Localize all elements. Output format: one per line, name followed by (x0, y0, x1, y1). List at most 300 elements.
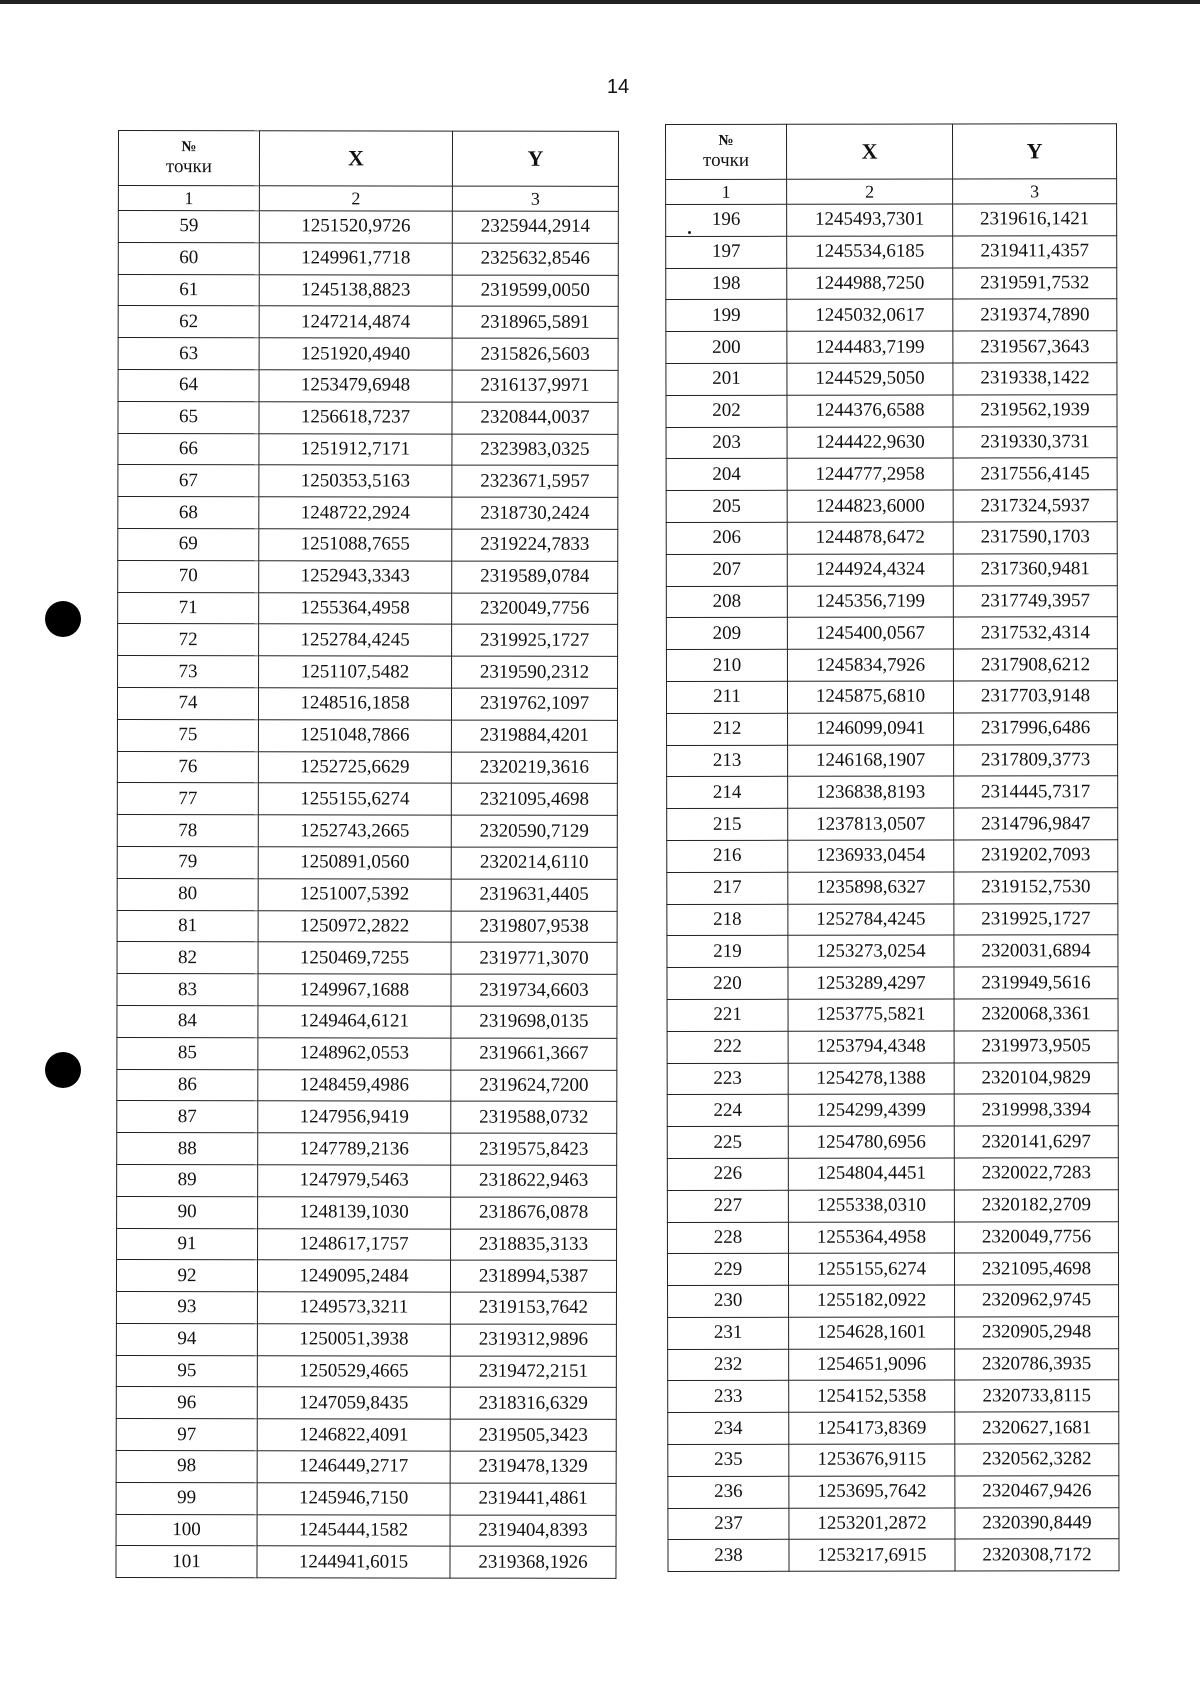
table-body-right (666, 204, 1119, 1572)
table-row (118, 656, 618, 689)
table-row (668, 1476, 1119, 1509)
y-coordinate-cell: 2325944,2914 (452, 211, 618, 243)
x-coordinate-cell: 1245032,0617 (787, 299, 953, 331)
point-number-cell: 211 (666, 681, 787, 713)
y-coordinate-cell: 2319734,6603 (451, 974, 617, 1006)
y-coordinate-cell: 2323983,0325 (452, 434, 618, 466)
x-coordinate-cell: 1254628,1601 (789, 1317, 955, 1349)
x-coordinate-cell: 1253273,0254 (788, 935, 954, 967)
table-row (667, 1126, 1118, 1159)
x-coordinate-cell: 1251107,5482 (259, 656, 452, 688)
point-number-cell: 89 (117, 1164, 258, 1196)
point-number-cell: 66 (118, 433, 259, 465)
point-number-cell: 63 (118, 338, 259, 370)
point-number-cell: 92 (116, 1260, 257, 1292)
y-coordinate-cell: 2319807,9538 (451, 911, 617, 943)
point-number-cell: 229 (667, 1254, 788, 1286)
x-coordinate-cell: 1244376,6588 (787, 395, 953, 427)
x-coordinate-cell: 1253217,6915 (789, 1539, 955, 1571)
table-row (118, 624, 618, 657)
y-coordinate-cell: 2320022,7283 (954, 1158, 1118, 1190)
y-coordinate-cell: 2319590,2312 (452, 656, 618, 688)
x-coordinate-cell: 1246099,0941 (788, 713, 954, 745)
header-point-label: точки (703, 149, 750, 171)
point-number-cell: 69 (118, 528, 259, 560)
y-coordinate-cell: 2318622,9463 (451, 1165, 617, 1197)
point-number-cell: 221 (667, 999, 788, 1031)
table-row (668, 1285, 1119, 1318)
point-number-cell: 96 (116, 1387, 257, 1419)
x-coordinate-cell: 1255155,6274 (258, 783, 451, 815)
table-row (666, 681, 1117, 714)
column-number-row (666, 179, 1117, 205)
header-row (666, 124, 1117, 180)
x-coordinate-cell: 1253794,4348 (788, 1031, 954, 1063)
table-row (667, 1030, 1118, 1063)
y-coordinate-cell: 2314445,7317 (954, 776, 1118, 808)
x-coordinate-cell: 1247956,9419 (258, 1101, 451, 1133)
table-row (117, 687, 617, 720)
y-coordinate-cell: 2320467,9426 (955, 1476, 1119, 1508)
header-point-label: точки (165, 155, 212, 177)
point-number-cell: 91 (117, 1228, 258, 1260)
point-number-cell: 232 (668, 1349, 789, 1381)
point-number-cell: 237 (668, 1508, 789, 1540)
x-coordinate-cell: 1244422,9630 (787, 427, 953, 459)
table-row (118, 592, 618, 625)
y-coordinate-cell: 2320031,6894 (954, 935, 1118, 967)
point-number-cell: 209 (666, 618, 787, 650)
point-number-cell: 235 (668, 1444, 789, 1476)
x-coordinate-cell: 1250469,7255 (258, 942, 451, 974)
y-coordinate-cell: 2318835,3133 (451, 1229, 617, 1261)
y-coordinate-cell: 2314796,9847 (954, 808, 1118, 840)
x-coordinate-cell: 1245444,1582 (257, 1514, 450, 1546)
table-row (118, 338, 618, 371)
x-coordinate-cell: 1244823,6000 (787, 490, 953, 522)
y-coordinate-cell: 2320627,1681 (955, 1412, 1119, 1444)
x-coordinate-cell: 1247214,4874 (259, 306, 452, 338)
x-coordinate-cell: 1245400,0567 (787, 617, 953, 649)
x-coordinate-cell: 1247789,2136 (258, 1133, 451, 1165)
table-row (118, 211, 618, 244)
y-coordinate-cell: 2320962,9745 (955, 1285, 1119, 1317)
y-coordinate-cell: 2319152,7530 (954, 871, 1118, 903)
x-coordinate-cell: 1250891,0560 (258, 847, 451, 879)
x-coordinate-cell: 1247059,8435 (257, 1387, 450, 1419)
x-coordinate-cell: 1246822,4091 (257, 1419, 450, 1451)
x-coordinate-cell: 1253775,5821 (788, 999, 954, 1031)
y-coordinate-cell: 2319616,1421 (953, 204, 1117, 236)
y-coordinate-cell: 2319998,3394 (954, 1094, 1118, 1126)
table-row (667, 840, 1118, 873)
y-coordinate-cell: 2317532,4314 (953, 617, 1117, 649)
point-number-cell: 67 (118, 465, 259, 497)
point-number-cell: 236 (668, 1476, 789, 1508)
y-coordinate-cell: 2319368,1926 (450, 1547, 616, 1579)
x-coordinate-cell: 1252784,4245 (788, 904, 954, 936)
table-row (116, 1451, 616, 1484)
column-number: 3 (953, 179, 1117, 204)
table-row (667, 999, 1118, 1032)
header-number-sign: № (181, 138, 197, 155)
table-row (117, 1196, 617, 1229)
x-coordinate-cell: 1244483,7199 (787, 331, 953, 363)
y-coordinate-cell: 2317360,9481 (953, 553, 1117, 585)
x-coordinate-cell: 1252784,4245 (259, 624, 452, 656)
table-row (667, 1253, 1118, 1286)
y-coordinate-cell: 2319404,8393 (450, 1515, 616, 1547)
table-row (117, 783, 617, 816)
y-coordinate-cell: 2317749,3957 (953, 585, 1117, 617)
x-coordinate-cell: 1244529,5050 (787, 363, 953, 395)
y-coordinate-cell: 2320905,2948 (955, 1317, 1119, 1349)
punch-hole-upper (45, 601, 81, 637)
y-coordinate-cell: 2320844,0037 (452, 402, 618, 434)
point-number-cell: 226 (667, 1158, 788, 1190)
header-x: X (259, 131, 452, 186)
x-coordinate-cell: 1245946,7150 (257, 1483, 450, 1515)
point-number-cell: 86 (117, 1069, 258, 1101)
point-number-cell: 71 (118, 592, 259, 624)
y-coordinate-cell: 2319973,9505 (954, 1030, 1118, 1062)
y-coordinate-cell: 2323671,5957 (452, 465, 618, 497)
table-row (118, 433, 618, 466)
table-row (668, 1412, 1119, 1445)
table-row (667, 967, 1118, 1000)
point-number-cell: 214 (667, 777, 788, 809)
x-coordinate-cell: 1245493,7301 (787, 204, 953, 236)
table-row (117, 910, 617, 943)
y-coordinate-cell: 2320219,3616 (451, 752, 617, 784)
table-row (118, 274, 618, 307)
x-coordinate-cell: 1248459,4986 (258, 1069, 451, 1101)
point-number-cell: 83 (117, 974, 258, 1006)
table-row (667, 1094, 1118, 1127)
x-coordinate-cell: 1245356,7199 (787, 586, 953, 618)
point-number-cell: 227 (667, 1190, 788, 1222)
table-body-left (116, 211, 618, 1579)
y-coordinate-cell: 2319441,4861 (450, 1483, 616, 1515)
x-coordinate-cell: 1249464,6121 (258, 1006, 451, 1038)
y-coordinate-cell: 2319562,1939 (953, 394, 1117, 426)
point-number-cell: 70 (118, 560, 259, 592)
y-coordinate-cell: 2319884,4201 (451, 720, 617, 752)
x-coordinate-cell: 1256618,7237 (259, 402, 452, 434)
x-coordinate-cell: 1252725,6629 (258, 751, 451, 783)
point-number-cell: 59 (118, 211, 259, 243)
table-row (667, 1221, 1118, 1254)
x-coordinate-cell: 1248139,1030 (258, 1196, 451, 1228)
table-row (667, 1062, 1118, 1095)
point-number-cell: 99 (116, 1482, 257, 1514)
point-number-cell: 76 (117, 751, 258, 783)
x-coordinate-cell: 1236838,8193 (788, 776, 954, 808)
table-row (116, 1292, 616, 1325)
y-coordinate-cell: 2320214,6110 (451, 847, 617, 879)
x-coordinate-cell: 1250972,2822 (258, 910, 451, 942)
table-row (667, 744, 1118, 777)
x-coordinate-cell: 1244878,6472 (787, 522, 953, 554)
coordinates-table-right (665, 123, 1120, 1572)
table-row (118, 497, 618, 530)
point-number-cell: 90 (117, 1196, 258, 1228)
y-coordinate-cell: 2317556,4145 (953, 458, 1117, 490)
x-coordinate-cell: 1250353,5163 (259, 465, 452, 497)
point-number-cell: 95 (116, 1355, 257, 1387)
y-coordinate-cell: 2319588,0732 (451, 1101, 617, 1133)
table-row (116, 1260, 616, 1293)
x-coordinate-cell: 1245875,6810 (787, 681, 953, 713)
point-number-cell: 198 (666, 268, 787, 300)
x-coordinate-cell: 1254299,4399 (788, 1094, 954, 1126)
x-coordinate-cell: 1255338,0310 (788, 1190, 954, 1222)
y-coordinate-cell: 2319478,1329 (450, 1451, 616, 1483)
point-number-cell: 217 (667, 872, 788, 904)
table-row (118, 465, 618, 498)
point-number-cell: 81 (117, 910, 258, 942)
y-coordinate-cell: 2317809,3773 (954, 744, 1118, 776)
header-y: Y (953, 124, 1117, 179)
point-number-cell: 65 (118, 401, 259, 433)
y-coordinate-cell: 2318676,0878 (451, 1197, 617, 1229)
point-number-cell: 218 (667, 904, 788, 936)
x-coordinate-cell: 1250529,4665 (257, 1355, 450, 1387)
y-coordinate-cell: 2319599,0050 (452, 275, 618, 307)
table-row (668, 1380, 1119, 1413)
y-coordinate-cell: 2319949,5616 (954, 967, 1118, 999)
point-number-cell: 85 (117, 1037, 258, 1069)
x-coordinate-cell: 1244941,6015 (257, 1546, 450, 1578)
point-number-cell: 202 (666, 395, 787, 427)
y-coordinate-cell: 2320049,7756 (452, 593, 618, 625)
y-coordinate-cell: 2317590,1703 (953, 522, 1117, 554)
x-coordinate-cell: 1254152,5358 (789, 1380, 955, 1412)
y-coordinate-cell: 2319591,7532 (953, 267, 1117, 299)
y-coordinate-cell: 2317996,6486 (954, 712, 1118, 744)
x-coordinate-cell: 1253479,6948 (259, 370, 452, 402)
y-coordinate-cell: 2320308,7172 (955, 1539, 1119, 1571)
x-coordinate-cell: 1246449,2717 (257, 1451, 450, 1483)
table-row (667, 1158, 1118, 1191)
header-x: X (787, 124, 953, 179)
header-row (118, 131, 618, 187)
point-number-cell: 222 (667, 1031, 788, 1063)
page-number: 14 (606, 76, 630, 98)
y-coordinate-cell: 2319505,3423 (450, 1419, 616, 1451)
table-row (117, 1101, 617, 1134)
y-coordinate-cell: 2318965,5891 (452, 306, 618, 338)
table-row (668, 1539, 1119, 1572)
table-row (666, 331, 1117, 364)
table-row (667, 871, 1118, 904)
point-number-cell: 207 (666, 554, 787, 586)
y-coordinate-cell: 2319661,3667 (451, 1038, 617, 1070)
point-number-cell: 82 (117, 942, 258, 974)
x-coordinate-cell: 1248962,0553 (258, 1037, 451, 1069)
table-row (116, 1482, 616, 1515)
x-coordinate-cell: 1249961,7718 (259, 243, 452, 275)
table-row (117, 1069, 617, 1102)
x-coordinate-cell: 1253289,4297 (788, 967, 954, 999)
point-number-cell: 84 (117, 1005, 258, 1037)
point-number-cell: 224 (667, 1095, 788, 1127)
table-row (666, 458, 1117, 491)
table-row (668, 1444, 1119, 1477)
table-row (118, 369, 618, 402)
x-coordinate-cell: 1253695,7642 (789, 1476, 955, 1508)
table-row (116, 1387, 616, 1420)
point-number-cell: 234 (668, 1413, 789, 1445)
table-row (116, 1419, 616, 1452)
table-row (667, 1189, 1118, 1222)
y-coordinate-cell: 2318730,2424 (452, 497, 618, 529)
table-row (666, 522, 1117, 555)
point-number-cell: 204 (666, 459, 787, 491)
table-row (666, 649, 1117, 682)
y-coordinate-cell: 2317324,5937 (953, 490, 1117, 522)
table-row (666, 204, 1117, 237)
point-number-cell: 75 (117, 719, 258, 751)
x-coordinate-cell: 1245138,8823 (259, 274, 452, 306)
table-row (666, 617, 1117, 650)
x-coordinate-cell: 1254651,9096 (789, 1349, 955, 1381)
point-number-cell: 206 (666, 522, 787, 554)
y-coordinate-cell: 2320733,8115 (955, 1380, 1119, 1412)
y-coordinate-cell: 2319698,0135 (451, 1006, 617, 1038)
point-number-cell: 88 (117, 1133, 258, 1165)
point-number-cell: 205 (666, 490, 787, 522)
table-row (117, 878, 617, 911)
point-number-cell: 93 (116, 1292, 257, 1324)
x-coordinate-cell: 1251920,4940 (259, 338, 452, 370)
y-coordinate-cell: 2317703,9148 (953, 681, 1117, 713)
table-row (117, 815, 617, 848)
y-coordinate-cell: 2321095,4698 (954, 1253, 1118, 1285)
table-row (118, 560, 618, 593)
table-row (666, 299, 1117, 332)
point-number-cell: 238 (668, 1540, 789, 1572)
table-row (667, 903, 1118, 936)
x-coordinate-cell: 1251007,5392 (258, 878, 451, 910)
y-coordinate-cell: 2320104,9829 (954, 1062, 1118, 1094)
header-point-number (666, 124, 787, 179)
x-coordinate-cell: 1248516,1858 (258, 688, 451, 720)
point-number-cell: 228 (667, 1222, 788, 1254)
point-number-cell: 225 (667, 1126, 788, 1158)
x-coordinate-cell: 1252943,3343 (259, 561, 452, 593)
point-number-cell: 97 (116, 1419, 257, 1451)
y-coordinate-cell: 2319575,8423 (451, 1133, 617, 1165)
x-coordinate-cell: 1249967,1688 (258, 974, 451, 1006)
y-coordinate-cell: 2316137,9971 (452, 370, 618, 402)
point-number-cell: 216 (667, 840, 788, 872)
table-row (117, 1037, 617, 1070)
y-coordinate-cell: 2319153,7642 (450, 1292, 616, 1324)
point-number-cell: 219 (667, 936, 788, 968)
x-coordinate-cell: 1255364,4958 (788, 1221, 954, 1253)
table-row (118, 306, 618, 339)
point-number-cell: 80 (117, 878, 258, 910)
x-coordinate-cell: 1251520,9726 (259, 211, 452, 243)
point-number-cell: 212 (667, 713, 788, 745)
column-number: 1 (118, 186, 259, 211)
x-coordinate-cell: 1244988,7250 (787, 268, 953, 300)
table-row (117, 974, 617, 1007)
point-number-cell: 203 (666, 427, 787, 459)
table-row (666, 236, 1117, 269)
table-row (668, 1348, 1119, 1381)
column-number: 2 (259, 186, 452, 211)
point-number-cell: 64 (118, 369, 259, 401)
y-coordinate-cell: 2320049,7756 (954, 1221, 1118, 1253)
point-number-cell: 213 (667, 745, 788, 777)
point-number-cell: 101 (116, 1546, 257, 1578)
point-number-cell: 231 (668, 1317, 789, 1349)
point-number-cell: 215 (667, 808, 788, 840)
x-coordinate-cell: 1249095,2484 (257, 1260, 450, 1292)
y-coordinate-cell: 2319330,3731 (953, 426, 1117, 458)
y-coordinate-cell: 2319202,7093 (954, 840, 1118, 872)
x-coordinate-cell: 1254278,1388 (788, 1063, 954, 1095)
x-coordinate-cell: 1250051,3938 (257, 1324, 450, 1356)
x-coordinate-cell: 1254173,8369 (789, 1412, 955, 1444)
point-number-cell: 201 (666, 363, 787, 395)
x-coordinate-cell: 1254780,6956 (788, 1126, 954, 1158)
header-point-number (118, 131, 259, 186)
table-row (666, 267, 1117, 300)
table-row (118, 401, 618, 434)
table-row (118, 528, 618, 561)
y-coordinate-cell: 2320141,6297 (954, 1126, 1118, 1158)
y-coordinate-cell: 2319472,2151 (450, 1356, 616, 1388)
header-y: Y (452, 131, 618, 186)
column-number-row (118, 186, 618, 212)
x-coordinate-cell: 1235898,6327 (788, 872, 954, 904)
x-coordinate-cell: 1237813,0507 (788, 808, 954, 840)
x-coordinate-cell: 1249573,3211 (257, 1292, 450, 1324)
x-coordinate-cell: 1255182,0922 (789, 1285, 955, 1317)
table-row (117, 942, 617, 975)
y-coordinate-cell: 2320068,3361 (954, 999, 1118, 1031)
table-row (668, 1507, 1119, 1540)
x-coordinate-cell: 1255364,4958 (259, 592, 452, 624)
y-coordinate-cell: 2319624,7200 (451, 1070, 617, 1102)
table-row (116, 1546, 616, 1579)
point-number-cell: 199 (666, 300, 787, 332)
point-number-cell: 208 (666, 586, 787, 618)
table-row (666, 490, 1117, 523)
table-row (117, 1133, 617, 1166)
point-number-cell: 94 (116, 1323, 257, 1355)
point-number-cell: 61 (118, 274, 259, 306)
point-number-cell: 73 (118, 656, 259, 688)
table-row (668, 1317, 1119, 1350)
point-number-cell: 68 (118, 497, 259, 529)
column-number: 3 (452, 186, 618, 211)
point-number-cell: 197 (666, 236, 787, 268)
table-row (667, 776, 1118, 809)
point-number-cell: 223 (667, 1063, 788, 1095)
table-row (118, 242, 618, 275)
header-number-sign: № (718, 132, 734, 149)
y-coordinate-cell: 2320590,7129 (451, 815, 617, 847)
point-number-cell: 233 (668, 1381, 789, 1413)
y-coordinate-cell: 2319374,7890 (953, 299, 1117, 331)
point-number-cell: 62 (118, 306, 259, 338)
point-number-cell: 74 (117, 687, 258, 719)
x-coordinate-cell: 1255155,6274 (788, 1253, 954, 1285)
